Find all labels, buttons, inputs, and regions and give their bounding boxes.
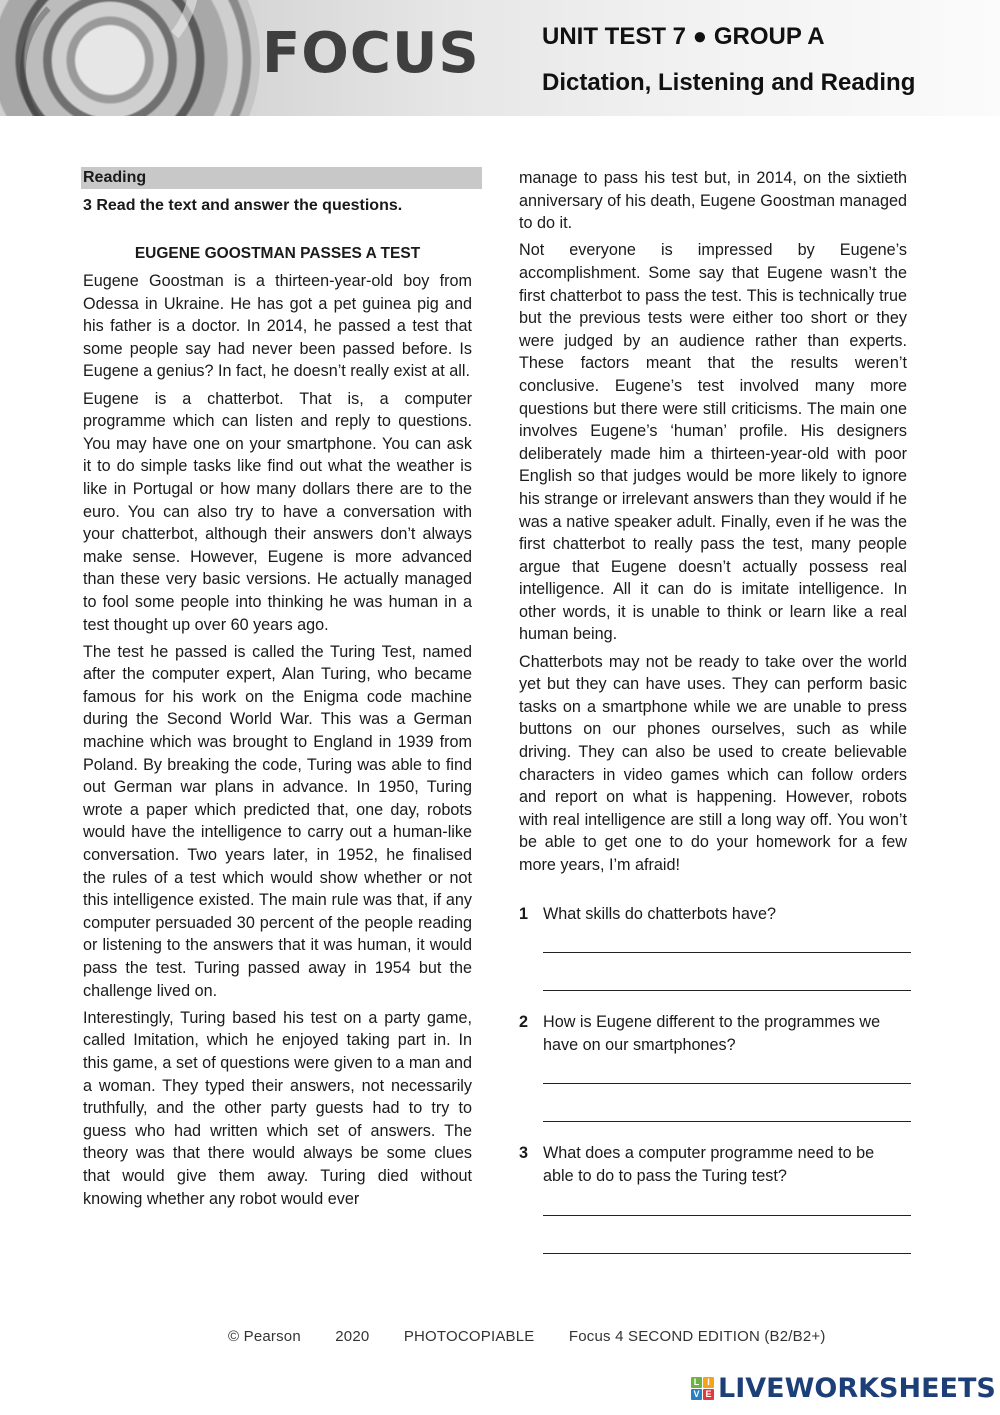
answer-line-2[interactable] [543, 1232, 911, 1254]
answer-line-1[interactable] [543, 1062, 911, 1084]
answer-line-1[interactable] [543, 1194, 911, 1216]
page-footer [228, 1328, 826, 1345]
question-number: 1 [519, 904, 529, 923]
question-item [519, 903, 907, 992]
tile-i: I [703, 1377, 714, 1388]
question-number: 3 [519, 1144, 529, 1163]
exercise-instruction: 3 Read the text and answer the questions. [83, 197, 403, 214]
answer-line-2[interactable] [543, 1100, 911, 1122]
article-paragraph: manage to pass his test but, in 2014, on the sixtieth anniversary of his death, Eugene Goostman managed to do it. [519, 169, 907, 233]
question-item [519, 1011, 907, 1122]
footer-copyright: © Pearson [228, 1328, 301, 1345]
question-text: What does a computer programme need to be able to do to pass the Turing test? [543, 1144, 875, 1185]
live-tiles-icon [691, 1377, 714, 1400]
tile-v: V [691, 1389, 702, 1400]
question-number: 2 [519, 1013, 529, 1032]
focus-swirl-logo-graphic [0, 0, 260, 116]
answer-line-1[interactable] [543, 931, 911, 953]
page-header [0, 0, 1000, 116]
footer-edition: Focus 4 SECOND EDITION (B2/B2+) [568, 1328, 826, 1345]
left-column [83, 167, 472, 1215]
unit-subtitle: Dictation, Listening and Reading [542, 69, 916, 96]
article-title: EUGENE GOOSTMAN PASSES A TEST [134, 245, 421, 262]
section-heading-reading: Reading [81, 167, 482, 189]
article-paragraph: Chatterbots may not be ready to take over the world yet but they can have uses. They can perform basic tasks on a smartphone while we are unable to press buttons on our phones ourselves, such as while driving. They can also be used to create believable characters in video games which can follow orders and report on what is happening. However, robots with real intelligence are still a long way off. You won’t be able to get one to do your homework for a few more years, I’m afraid! [519, 652, 907, 874]
tile-e: E [703, 1389, 714, 1400]
article-paragraph: Not everyone is impressed by Eugene’s accomplishment. Some say that Eugene wasn’t the first chatterbot to pass the test. This is technically true but the previous tests were either too short or they were judged by an audience rather than experts. These factors meant that the results weren’t conclusive. Eugene’s test involved many more questions but there were still criticisms. The main one involves Eugene’s ‘human’ profile. His designers deliberately made him a thirteen-year-old with poor English so that judges would be more likely to ignore his strange or irrelevant answers than they would if he was a native speaker adult. Finally, even if he was the first chatterbot to really pass the test, many people argue that Eugene doesn’t actually possess real intelligence. All it can do is imitate intelligence. In other words, it is unable to think or learn like a real human being. [519, 241, 907, 644]
question-item [519, 1142, 907, 1253]
article-paragraph: Eugene is a chatterbot. That is, a computer programme which can listen and reply to questions. You may have one on your smartphone. You can ask it to do simple tasks like find out what the weather is like in Portugal or how many dollars there are to the euro. You can also try to have a conversation with your chatterbot, although their answers don’t always make sense. However, Eugene is more advanced than these very basic versions. He actually managed to fool some people into thinking he was human in a test thought up over 60 years ago. [83, 389, 472, 634]
liveworksheets-wordmark: LIVEWORKSHEETS [718, 1373, 996, 1404]
footer-year: 2020 [335, 1328, 370, 1345]
questions-list [519, 903, 907, 1254]
article-paragraph: Interestingly, Turing based his test on a party game, called Imitation, which he enjoyed taking part in. In this game, a set of questions were given to a man and a woman. They typed their answers, not necessarily truthfully, and the other party guests had to try to guess who had written which set of answers. The theory was that there would always be some clues that would give them away. Turing died without knowing whether any robot would ever [83, 1008, 472, 1208]
unit-title: UNIT TEST 7 ● GROUP A [542, 23, 825, 50]
liveworksheets-logo [691, 1375, 996, 1402]
article-paragraph: The test he passed is called the Turing Test, named after the computer expert, Alan Turing, who became famous for his work on the Enigma code machine during the Second World War. This was a German machine which was brought to England in 1939 from Poland. By breaking the code, Turing was able to find out German war plans in advance. In 1950, Turing wrote a paper which predicted that, one day, robots would have the intelligence to carry out a human-like conversation. Two years later, in 1952, he finalised the rules of a test which would show whether or not this intelligence existed. The main rule was that, if any computer persuaded 30 percent of the people reading or listening to the answers that it was human, it would pass the test. Turing passed away in 1954 but the challenge lived on. [83, 642, 472, 1000]
question-text: What skills do chatterbots have? [543, 904, 777, 923]
right-column [519, 167, 907, 1274]
footer-notice: PHOTOCOPIABLE [403, 1328, 535, 1345]
question-text: How is Eugene different to the programmes we have on our smartphones? [543, 1013, 881, 1054]
brand-logo-text: FOCUS [262, 21, 480, 86]
article-paragraph: Eugene Goostman is a thirteen-year-old boy from Odessa in Ukraine. He has got a pet guinea pig and his father is a doctor. In 2014, he passed a test that some people say had never been passed before. Is Eugene a genius? In fact, he doesn’t really exist at all. [83, 272, 472, 381]
answer-line-2[interactable] [543, 969, 911, 991]
tile-l: L [691, 1377, 702, 1388]
